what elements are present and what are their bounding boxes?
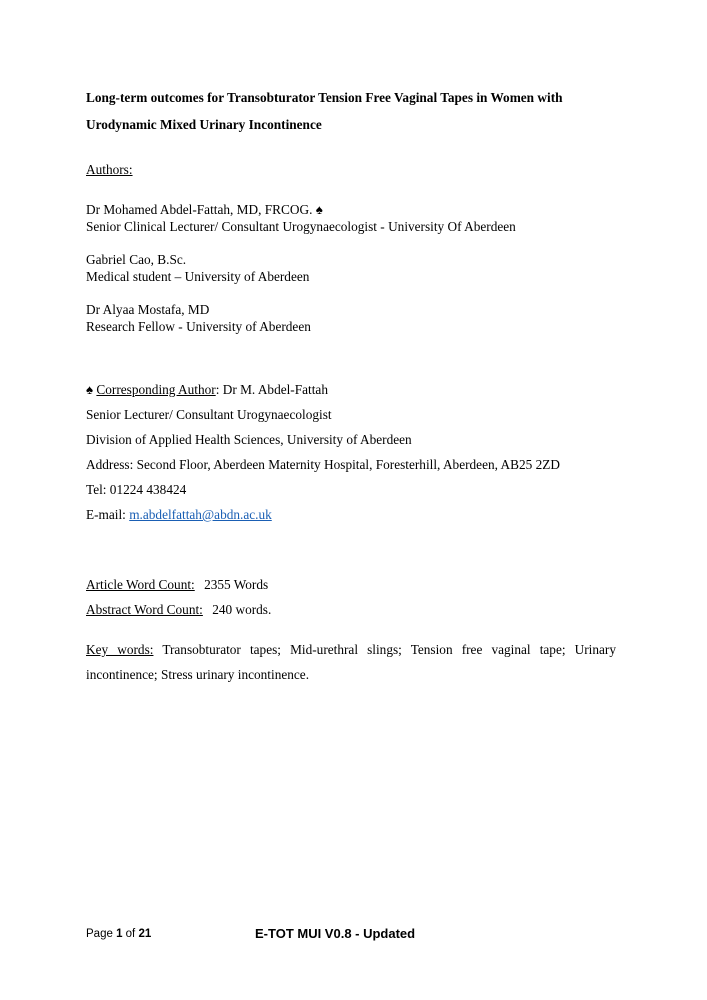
word-counts <box>86 572 616 622</box>
author-name: Dr Alyaa Mostafa, MD <box>86 302 210 317</box>
corresponding-author-label: Corresponding Author <box>96 382 216 397</box>
page-number <box>86 928 151 940</box>
page-total: 21 <box>138 928 152 940</box>
abstract-word-count-label: Abstract Word Count: <box>86 602 203 617</box>
page-current: 1 <box>116 928 123 940</box>
author-name: Dr Mohamed Abdel-Fattah, MD, FRCOG. ♠ <box>86 202 323 217</box>
corresponding-author-name: : Dr M. Abdel-Fattah <box>215 382 328 397</box>
corresponding-author-block <box>86 377 616 527</box>
document-version-label: E-TOT MUI V0.8 - Updated <box>255 926 416 941</box>
author-name: Gabriel Cao, B.Sc. <box>86 252 187 267</box>
author-entry <box>86 201 616 235</box>
author-entry <box>86 251 616 285</box>
email-label: E-mail: <box>86 507 130 522</box>
title-line-1: Long-term outcomes for Transobturator Tension Free Vaginal Tapes in Women with <box>86 90 563 105</box>
author-affiliation: Medical student – University of Aberdeen <box>86 269 310 284</box>
abstract-word-count-value: 240 words. <box>212 602 272 617</box>
spade-icon: ♠ <box>86 382 94 397</box>
paper-title <box>86 84 616 138</box>
email-link[interactable]: m.abdelfattah@abdn.ac.uk <box>129 507 272 522</box>
article-word-count <box>86 572 616 597</box>
corresponding-tel: Tel: 01224 438424 <box>86 482 187 497</box>
page-footer <box>86 926 616 944</box>
corresponding-address: Address: Second Floor, Aberdeen Maternity Hospital, Foresterhill, Aberdeen, AB25 2ZD <box>86 457 561 472</box>
abstract-word-count <box>86 597 616 622</box>
corresponding-position: Senior Lecturer/ Consultant Urogynaecologist <box>86 407 332 422</box>
article-word-count-label: Article Word Count: <box>86 577 195 592</box>
corresponding-author-line <box>86 377 616 402</box>
page-prefix: Page <box>86 928 117 940</box>
title-line-2: Urodynamic Mixed Urinary Incontinence <box>86 117 322 132</box>
article-word-count-value: 2355 Words <box>204 577 269 592</box>
author-affiliation: Research Fellow - University of Aberdeen <box>86 319 311 334</box>
authors-heading: Authors: <box>86 162 133 177</box>
author-entry <box>86 301 616 335</box>
key-words <box>86 637 616 687</box>
page-of: of <box>122 928 139 940</box>
corresponding-division: Division of Applied Health Sciences, University of Aberdeen <box>86 432 412 447</box>
page-content <box>86 84 616 687</box>
key-words-text: Transobturator tapes; Mid-urethral slings; Tension free vaginal tape; Urinary incontinence; Stress urinary incontinence. <box>86 642 616 682</box>
key-words-label: Key words: <box>86 642 154 657</box>
author-affiliation: Senior Clinical Lecturer/ Consultant Urogynaecologist - University Of Aberdeen <box>86 219 516 234</box>
corresponding-email-line <box>86 502 616 527</box>
